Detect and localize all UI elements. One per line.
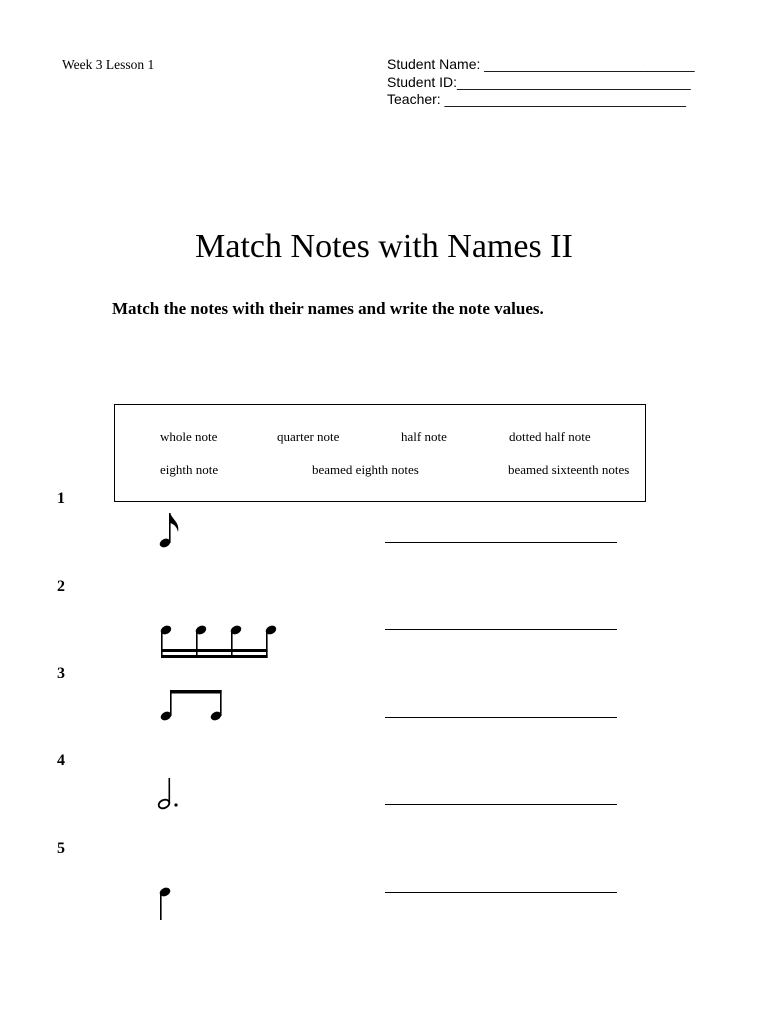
beamed-sixteenth-notes-icon xyxy=(150,620,280,662)
word-bank-item: whole note xyxy=(160,429,218,444)
page-title: Match Notes with Names II xyxy=(195,228,573,265)
student-name-field[interactable]: Student Name: ___________________________ xyxy=(387,56,695,72)
answer-line[interactable] xyxy=(385,804,617,805)
word-bank-item: half note xyxy=(401,429,447,444)
question-number: 2 xyxy=(57,578,65,595)
question-number: 4 xyxy=(57,752,65,769)
lesson-label: Week 3 Lesson 1 xyxy=(62,57,155,72)
question-number: 3 xyxy=(57,665,65,682)
student-id-field[interactable]: Student ID:______________________________ xyxy=(387,73,691,90)
answer-line[interactable] xyxy=(385,717,617,718)
answer-line[interactable] xyxy=(385,542,617,543)
instructions: Match the notes with their names and write the note values. xyxy=(112,299,544,318)
word-bank-item: quarter note xyxy=(277,429,340,444)
word-bank-item: eighth note xyxy=(160,462,219,477)
question-number: 1 xyxy=(57,490,65,507)
answer-line[interactable] xyxy=(385,629,617,630)
student-info xyxy=(387,56,695,109)
eighth-note-icon xyxy=(150,508,190,552)
beamed-eighth-notes-icon xyxy=(150,686,230,726)
quarter-note-icon xyxy=(150,882,190,924)
word-bank-item: beamed sixteenth notes xyxy=(508,462,630,477)
word-bank xyxy=(114,404,646,502)
question-number: 5 xyxy=(57,840,65,857)
word-bank-item: dotted half note xyxy=(509,429,591,444)
teacher-field[interactable]: Teacher: _______________________________ xyxy=(387,91,686,107)
dotted-half-note-icon xyxy=(150,774,190,814)
word-bank-item: beamed eighth notes xyxy=(312,462,419,477)
answer-line[interactable] xyxy=(385,892,617,893)
